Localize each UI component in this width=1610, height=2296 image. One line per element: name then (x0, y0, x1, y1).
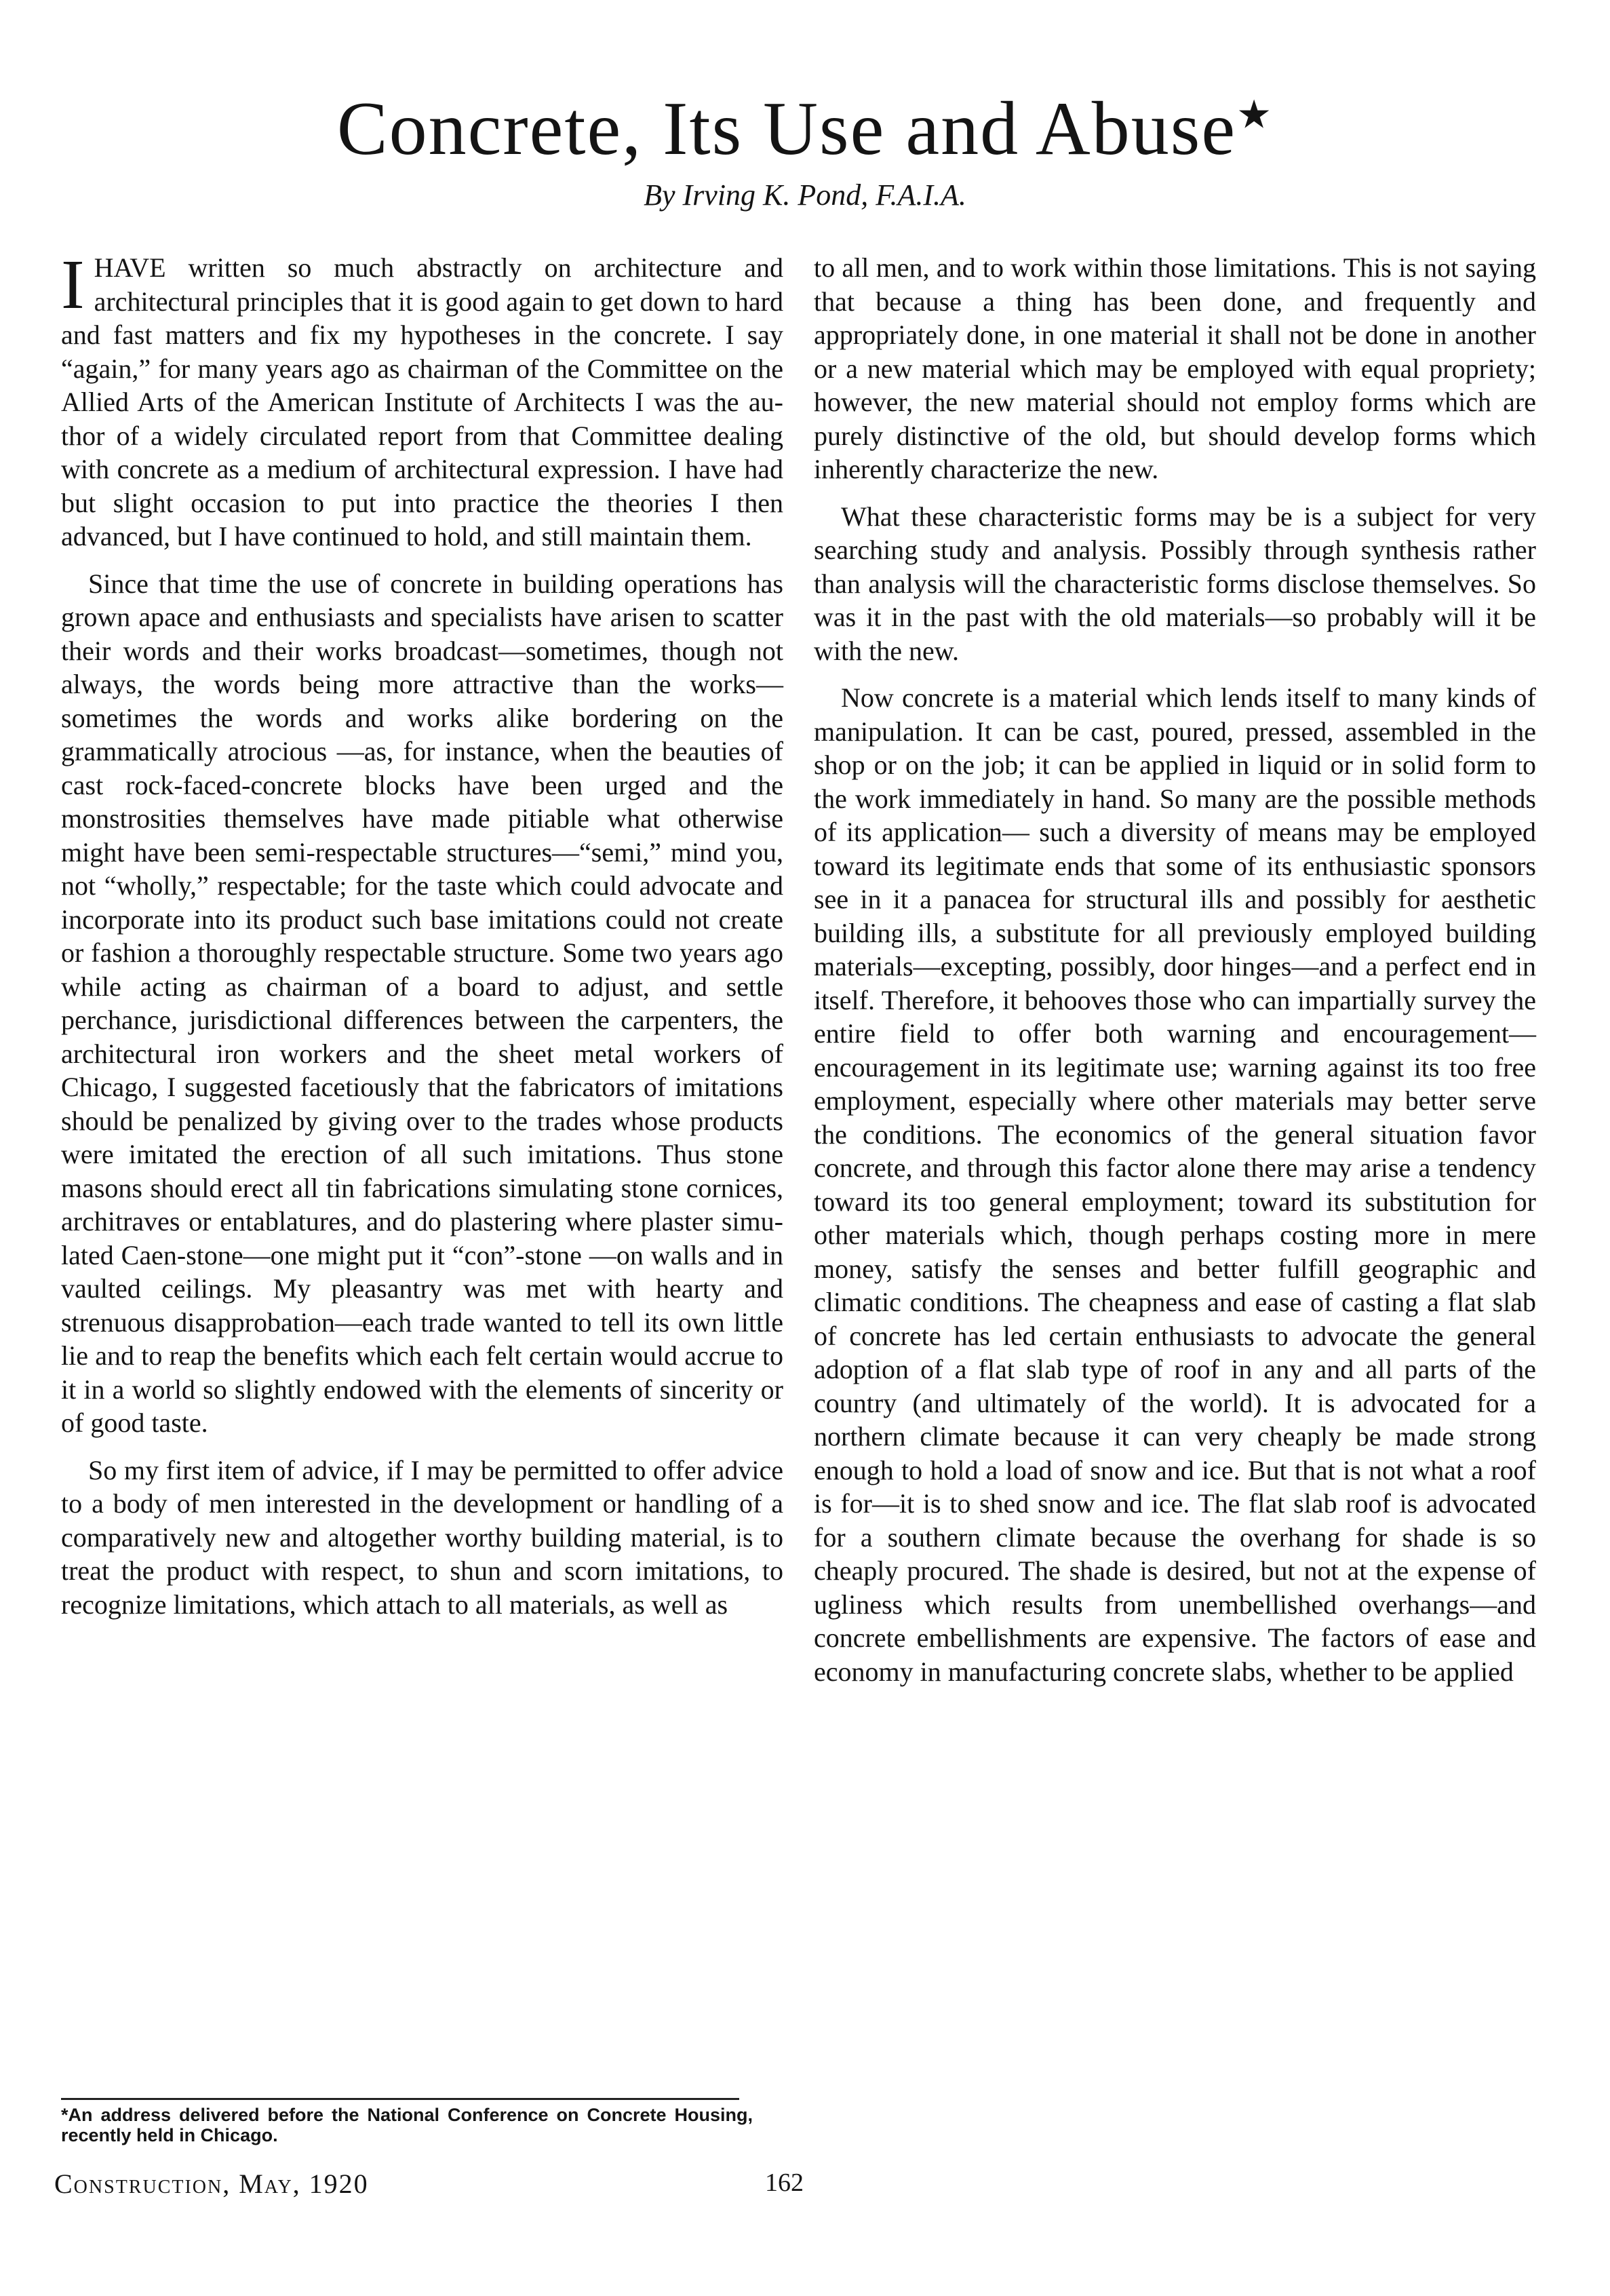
paragraph: What these characteristic forms may be is a subject for very searching study and analysis. Possibly through synthesis rather than analysis will the characteristic forms disclose themselves. So was it in the past with the old materials—so probably will it be with the new. (814, 501, 1536, 666)
right-column (814, 251, 1536, 1702)
page-number: 162 (765, 2168, 804, 2197)
paragraph-text: HAVE written so much abstractly on architecture and architectural principles that it is good again to get down to hard and fast matters and fix my hypotheses in the concrete. I say “again,” for many years ago as chairman of the Committee on the Allied Arts of the American Institute of Architects I was the author of a widely circulated report from that Committee dealing with concrete as a medium of architectural expression. I have had but slight occasion to put into practice the theories I then advanced, but I have continued to hold, and still maintain them. (61, 252, 783, 551)
footnote: *An address delivered before the National Conference on Concrete Housing, recently held in Chicago. (61, 2105, 753, 2145)
paragraph: Now concrete is a material which lends itself to many kinds of manipulation. It can be cast, poured, pressed, assembled in the shop or on the job; it can be applied in liquid or in solid form to the work immediately in hand. So many are the possible methods of its application— such a diversity of means may be employed toward its legitimate ends that some of its enthusiastic sponsors see in it a panacea for structural ills and possibly for aesthetic building ills, a substitute for all previously employed building materials—excepting, possibly, door hinges—and a perfect end in itself. Therefore, it behooves those who can impartially survey the entire field to offer both warning and encouragement—encouragement in its legitimate use; warning against its too free employment, especially where other materials may better serve the conditions. The economics of the general situation favor concrete, and through this factor alone there may arise a tendency toward its too general employment; toward its substitution for other materials which, though perhaps costing more in mere money, satisfy the senses and better fulfill geographic and climatic conditions. The cheapness and ease of casting a flat slab of concrete has led certain enthusiasts to advocate the general adoption of a flat slab type of roof in any and all parts of the country (and ultimately of the world). It is advocated for a northern climate because it can very cheaply be made strong enough to hold a load of snow and ice. But that is not what a roof is for—it is to shed snow and ice. The flat slab roof is advocated for a southern climate because the overhang for shade is so cheaply procured. The shade is desired, but not at the expense of ugliness which results from unembellished overhangs—and concrete embellishments are expensive. The factors of ease and economy in manufacturing concrete slabs, whether to be applied (814, 682, 1536, 1687)
publication-footer: Construction, May, 1920 (54, 2168, 369, 2199)
drop-cap: I (61, 246, 85, 324)
article-byline: By Irving K. Pond, F.A.I.A. (644, 178, 966, 212)
left-column (61, 246, 783, 1635)
paragraph: So my first item of advice, if I may be permitted to offer advice to a body of men interested in the development or handling of a comparatively new and altogether worthy building material, is to treat the product with respect, to shun and scorn imitations, to recognize limitations, which attach to all materials, as well as (61, 1454, 783, 1620)
paragraph: Since that time the use of concrete in building operations has grown apace and enthusiasts and specialists have arisen to scatter their words and their works broadcast—sometimes, though not always, the words being more attractive than the works—sometimes the words and works alike bordering on the grammatically atrocious —as, for instance, when the beauties of cast rock-faced-concrete blocks have been urged and the monstrosities themselves have made pitiable what otherwise might have been semi-respectable structures—“semi,” mind you, not “wholly,” respectable; for the taste which could advocate and incorporate into its product such base imitations could not create or fashion a thoroughly respectable structure. Some two years ago while acting as chairman of a board to adjust, and settle perchance, jurisdictional differences between the carpenters, the architectural iron workers and the sheet metal workers of Chicago, I suggested facetiously that the fabricators of imitations should be penalized by giving over to the trades whose products were imitated the erection of all such imitations. Thus stone masons should erect all tin fabrications simulating stone cornices, architraves or entablatures, and do plastering where plaster simulated Caen-stone—one might put it “con”-stone —on walls and in vaulted ceilings. My pleasantry was met with hearty and strenuous disapprobation—each trade wanted to tell its own little lie and to reap the benefits which each felt certain would accrue to it in a world so slightly endowed with the elements of sincerity or of good taste. (61, 568, 783, 1438)
paragraph: to all men, and to work within those limitations. This is not saying that because a thing has been done, and frequently and appropriately done, in one material it shall not be done in another or a new material which may be employed with equal propriety; however, the new material should not employ forms which are purely distinctive of the old, but should develop forms which inherently characterize the new. (814, 252, 1536, 484)
footnote-divider (61, 2098, 739, 2100)
paragraph (61, 246, 783, 553)
article-title-text: Concrete, Its Use and Abuse (336, 87, 1237, 171)
footnote-mark: ★ (1236, 92, 1274, 137)
article-title (0, 81, 1610, 176)
